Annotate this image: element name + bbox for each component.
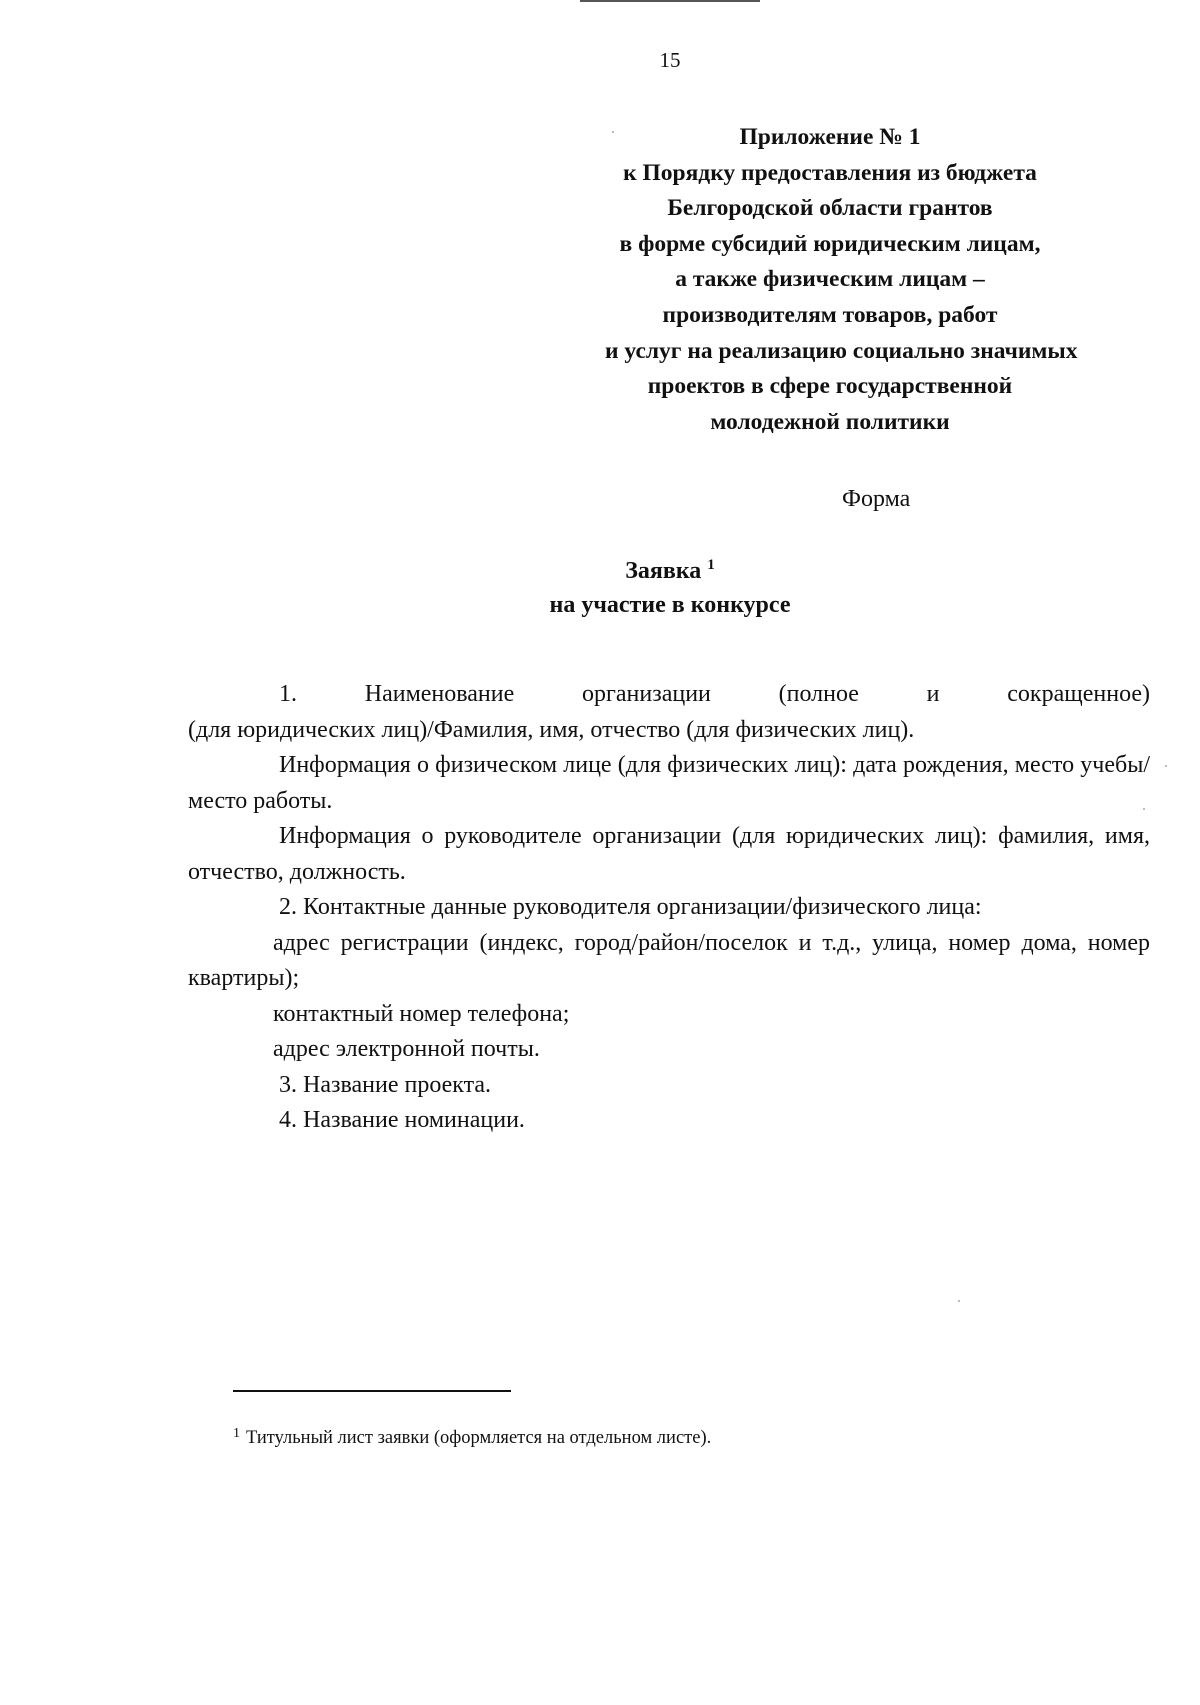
scan-speck: [612, 131, 614, 133]
appendix-line: проектов в сфере государственной: [647, 373, 1013, 400]
appendix-line: в форме субсидий юридическим лицам,: [619, 230, 1041, 257]
form-label: Форма: [842, 486, 911, 512]
item-3-project-name: 3. Название проекта.: [279, 1071, 492, 1098]
title-main: Заявка: [625, 558, 702, 584]
item-2-contacts: 2. Контактные данные руководителя организации/физического лица:: [279, 894, 982, 920]
email-paragraph: адрес электронной почты.: [273, 1036, 540, 1062]
footnote-separator: [233, 1390, 511, 1392]
phone-paragraph: контактный номер телефона;: [273, 1000, 570, 1027]
appendix-line: молодежной политики: [710, 408, 950, 435]
appendix-line: и услуг на реализацию социально значимых: [605, 337, 1078, 364]
footnote: [233, 1428, 711, 1449]
page-number: 15: [659, 48, 681, 72]
title-footnote-mark: 1: [707, 557, 715, 573]
appendix-line: производителям товаров, работ: [662, 301, 998, 328]
scan-speck: [1143, 808, 1145, 810]
document-title: [0, 554, 1200, 622]
footnote-mark: 1: [233, 1426, 240, 1441]
item-4-nomination-name: 4. Название номинации.: [279, 1107, 525, 1133]
registration-address-paragraph: адрес регистрации (индекс, город/район/поселок и т.д., улица, номер дома, номер квартиры);: [188, 929, 1150, 991]
appendix-line: к Порядку предоставления из бюджета: [623, 159, 1037, 186]
appendix-line: а также физическим лицам –: [675, 266, 985, 293]
individual-info-paragraph: Информация о физическом лице (для физических лиц): дата рождения, место учебы/место работы.: [188, 752, 1150, 814]
scan-speck: [1165, 765, 1167, 767]
top-scan-rule: [580, 0, 760, 2]
head-info-paragraph: Информация о руководителе организации (для юридических лиц): фамилия, имя, отчество, должность.: [188, 823, 1150, 885]
body-text: [188, 677, 1150, 1139]
footnote-text: Титульный лист заявки (оформляется на отдельном листе).: [246, 1428, 712, 1448]
appendix-line: Приложение № 1: [739, 124, 921, 150]
appendix-header: [605, 120, 1078, 440]
title-sub: на участие в конкурсе: [549, 592, 791, 618]
item-1-line-2: (для юридических лиц)/Фамилия, имя, отчество (для физических лиц).: [188, 716, 915, 743]
item-1-line-1: 1. Наименование организации (полное и сокращенное): [279, 681, 1150, 707]
title-main-line: [0, 554, 1200, 588]
appendix-line: Белгородской области грантов: [667, 195, 993, 222]
scan-speck: [958, 1300, 960, 1302]
